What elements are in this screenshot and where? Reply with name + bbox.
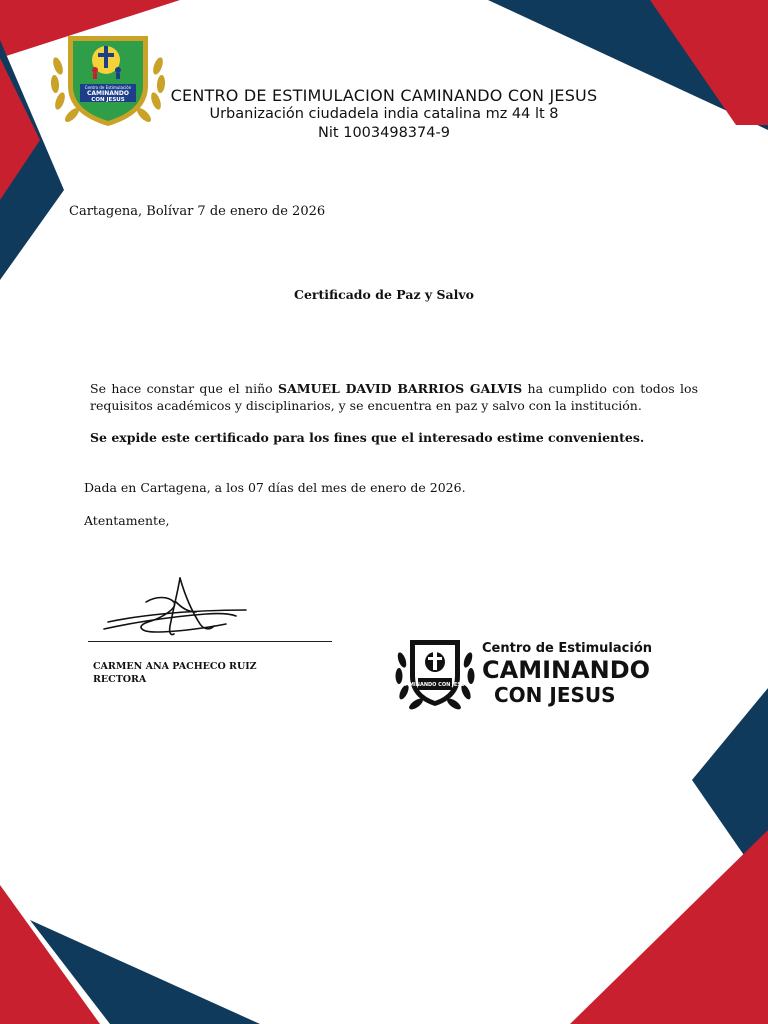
handwritten-signature [96, 572, 256, 644]
svg-text:Centro de Estimulación: Centro de Estimulación [84, 85, 132, 90]
svg-text:CAMINANDO: CAMINANDO [86, 90, 130, 97]
closing-salutation: Atentamente, [84, 513, 170, 528]
stamp-seal-lettering: CAMINANDO CON JESUS [401, 682, 469, 688]
institution-name: CENTRO DE ESTIMULACION CAMINANDO CON JESUS [170, 86, 598, 105]
student-name: SAMUEL DAVID BARRIOS GALVIS [278, 381, 523, 396]
svg-text:CON JESUS: CON JESUS [91, 97, 125, 103]
signer-name: CARMEN ANA PACHECO RUIZ [93, 661, 257, 672]
stamp-line2: CAMINANDO [482, 656, 651, 684]
institution-nit: Nit 1003498374-9 [318, 125, 450, 141]
body-rest: ha cumplido con todos los requisitos académicos y disciplinarios, y se encuentra en paz y salvo con la institución. [90, 381, 698, 413]
stamp-line3: CON JESUS [494, 683, 616, 707]
signer-role: RECTORA [93, 674, 147, 685]
bottom-right-red-triangle [570, 830, 768, 1024]
certificate-body [90, 380, 698, 414]
signature-line [88, 641, 332, 642]
body-intro: Se hace constar que el niño [90, 381, 279, 396]
certificate-title: Certificado de Paz y Salvo [294, 287, 474, 302]
place-date: Cartagena, Bolívar 7 de enero de 2026 [69, 204, 326, 219]
institution-address: Urbanización ciudadela india catalina mz 44 lt 8 [209, 106, 559, 122]
stamp-line1: Centro de Estimulación [482, 641, 653, 656]
certificate-purpose: Se expide este certificado para los fines que el interesado estime convenientes. [90, 430, 645, 445]
issued-statement: Dada en Cartagena, a los 07 días del mes de enero de 2026. [84, 480, 466, 495]
institution-stamp [392, 630, 653, 712]
